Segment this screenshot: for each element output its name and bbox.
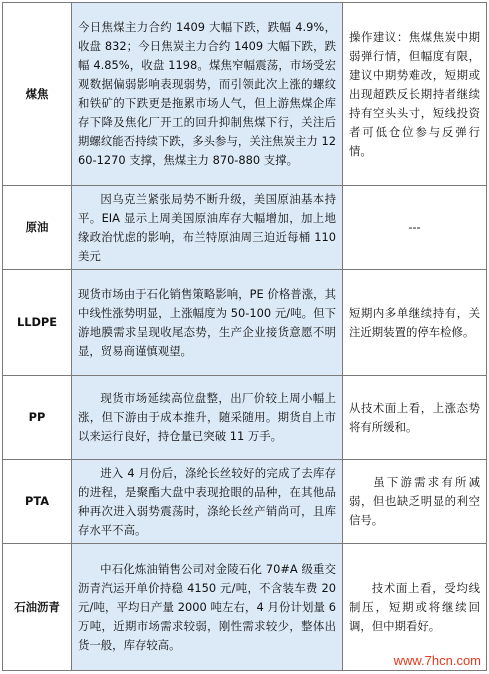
market-news-text: 现货市场延续高位盘整，出厂价较上周小幅上涨，但下游由于成本推升，随采随用。期货自上市以来运行良好，持仓量已突破 11 万手。 bbox=[78, 391, 336, 443]
trading-advice-cell bbox=[343, 270, 487, 376]
trading-advice-text: 操作建议：焦煤焦炭中期弱弹行情，但幅度有限，建议中期势难改，短期或出现超跌反长期持者继续持有空头头寸，短线投资者可低仓位参与反弹行情。 bbox=[349, 29, 480, 158]
commodity-name-cell: 煤焦 bbox=[3, 3, 72, 186]
trading-advice-text: 虽下游需求有所减弱，但也缺乏明显的利空信号。 bbox=[349, 475, 480, 527]
trading-advice-cell bbox=[343, 460, 487, 544]
trading-advice-text: 技术面上看，受均线制压，短期或将继续回调，但中期看好。 bbox=[349, 580, 480, 633]
market-commentary-table bbox=[2, 2, 487, 671]
site-watermark: www.7hcn.com bbox=[393, 653, 481, 668]
table-row-pp bbox=[3, 376, 487, 460]
trading-advice-text: 从技术面上看，上涨态势将有所缓和。 bbox=[349, 400, 480, 434]
market-news-cell bbox=[72, 3, 343, 186]
commodity-name-cell: PP bbox=[3, 376, 72, 460]
table-row-asphalt bbox=[3, 544, 487, 671]
market-news-text: 因乌克兰紧张局势不断升级，美国原油基本持平。EIA 显示上周美国原油库存大幅增加，加上地缘政治忧虑的影响，布兰特原油周三迫近每桶 110 美元 bbox=[78, 191, 336, 263]
market-news-cell bbox=[72, 186, 343, 270]
trading-advice-cell bbox=[343, 376, 487, 460]
trading-advice-cell bbox=[343, 3, 487, 186]
market-news-cell bbox=[72, 270, 343, 376]
market-news-text: 现货市场由于石化销售策略影响，PE 价格普涨，其中线性涨势明显，上涨幅度为 50-100 元/吨。但下游地膜需求呈现收尾态势，生产企业接货意愿不明显，贸易商谨慎观望。 bbox=[78, 286, 336, 358]
table-row-coal bbox=[3, 3, 487, 186]
market-news-text: 进入 4 月份后，涤纶长丝较好的完成了去库存的进程，是聚酯大盘中表现抢眼的品种，在其他品种再次进入弱势震荡时，涤纶长丝产销尚可，且库存水平不高。 bbox=[78, 465, 336, 537]
trading-advice-text: --- bbox=[408, 220, 421, 234]
table-row-pta bbox=[3, 460, 487, 544]
commodity-name-cell: PTA bbox=[3, 460, 72, 544]
commodity-name-cell: LLDPE bbox=[3, 270, 72, 376]
market-news-cell bbox=[72, 460, 343, 544]
market-news-cell bbox=[72, 544, 343, 671]
market-news-cell bbox=[72, 376, 343, 460]
market-news-text: 中石化炼油销售公司对金陵石化 70#A 级重交沥青汽运开单价持稳 4150 元/吨，不含装车费 20 元/吨，平均日产量 2000 吨左右，4 月份计划量 6 万吨，近期市场需求较弱，刚性需求较少，整体出货一般，库存较高。 bbox=[78, 561, 336, 652]
trading-advice-cell bbox=[343, 186, 487, 270]
table-row-crude-oil bbox=[3, 186, 487, 270]
table-row-lldpe bbox=[3, 270, 487, 376]
market-news-text: 今日焦煤主力合约 1409 大幅下跌，跌幅 4.9%，收盘 832；今日焦炭主力合约 1409 大幅下跌，跌幅 4.85%，收盘 1198。煤焦窄幅震荡，市场受宏观数据偏弱影响表现弱势，而引领此次上涨的螺纹和铁矿的下跌更是拖累市场人气，但上游焦煤企库存下降及焦化厂开工的回升抑制焦煤下行，关注后期螺纹能否持续下跌，多头参与，关注焦炭主力 1260-1270 支撑，焦煤主力 870-880 支撑。 bbox=[78, 20, 336, 167]
trading-advice-text: 短期内多单继续持有，关注近期装置的停车检修。 bbox=[349, 305, 480, 339]
trading-advice-cell bbox=[343, 544, 487, 671]
commodity-name-cell: 石油沥青 bbox=[3, 544, 72, 671]
commodity-name-cell: 原油 bbox=[3, 186, 72, 270]
